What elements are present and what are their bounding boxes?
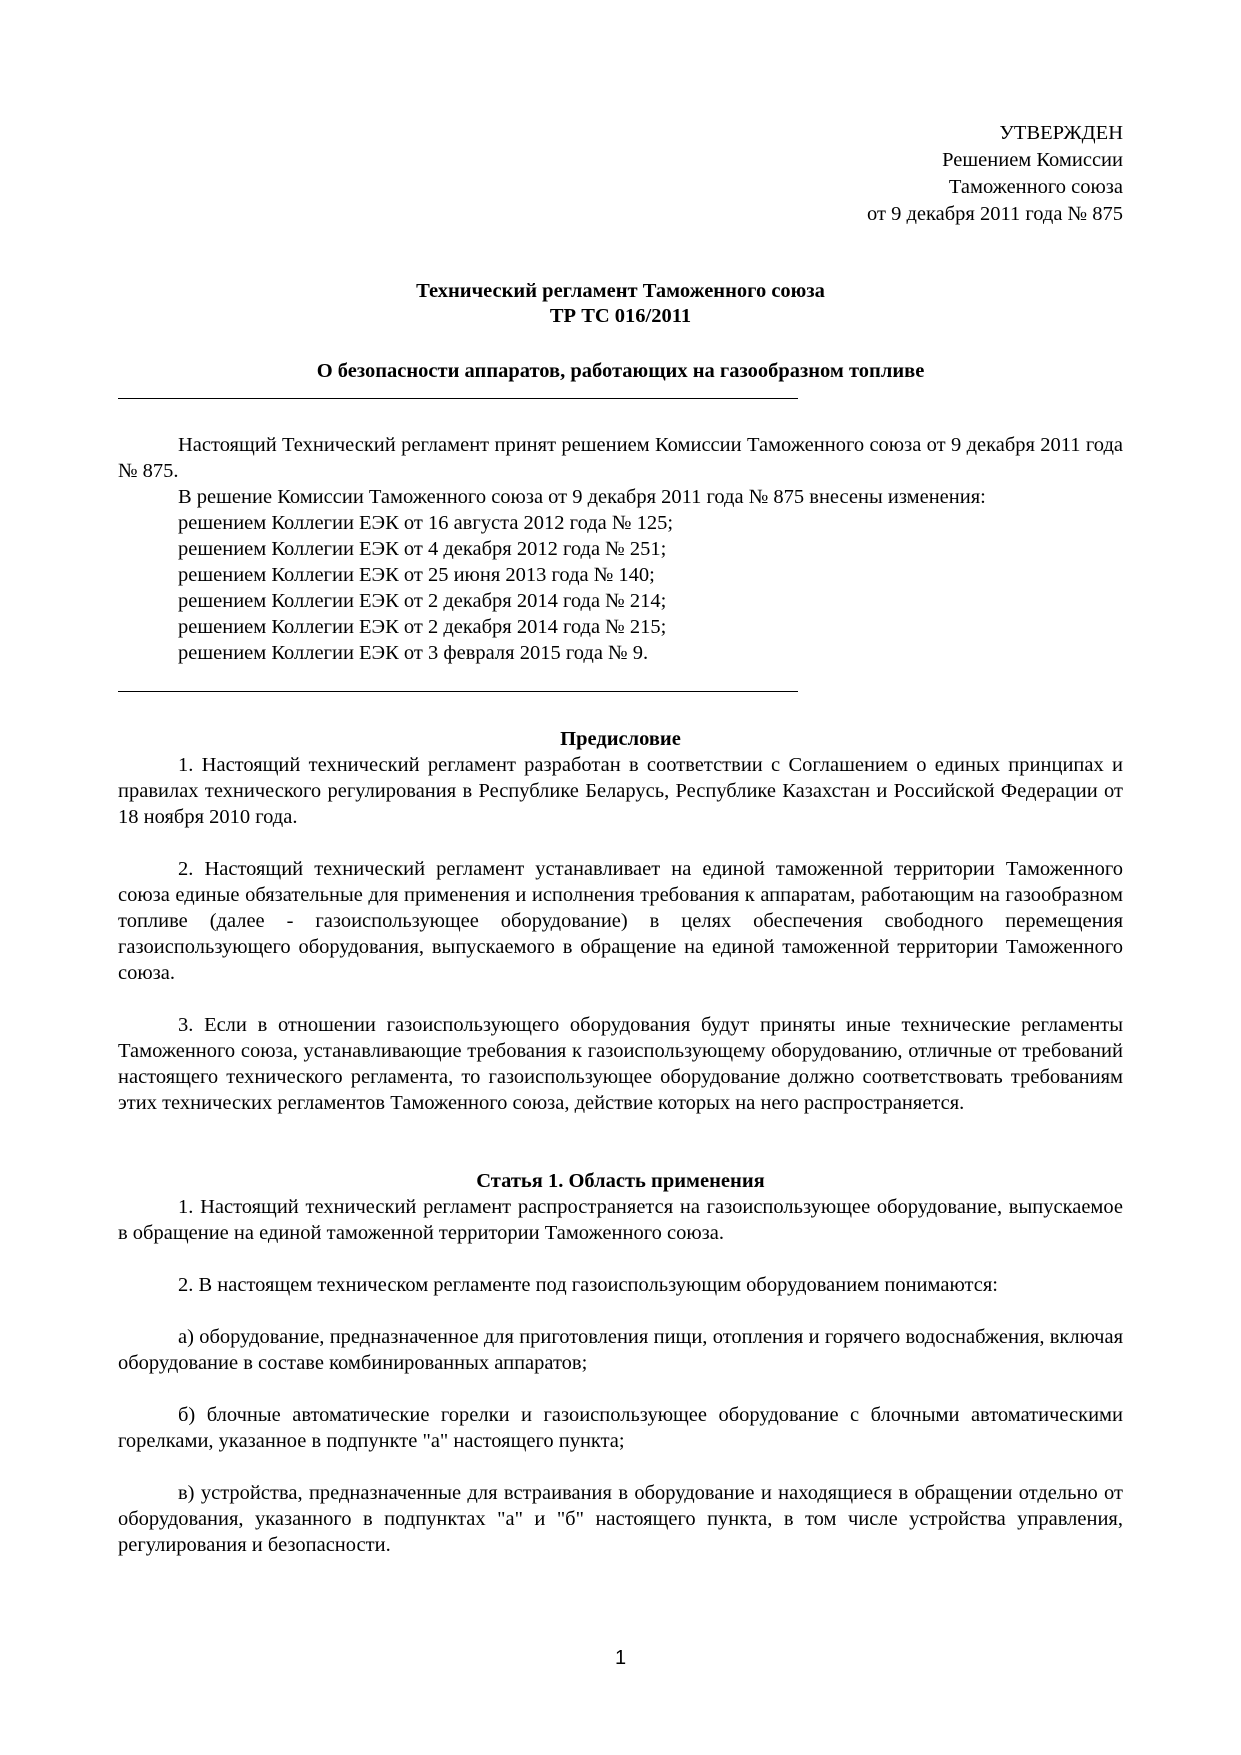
document-page [118,0,1123,1755]
title-line: Технический регламент Таможенного союза [416,280,825,302]
amendment-item: решением Коллегии ЕЭК от 25 июня 2013 года № 140; [178,564,655,586]
article-subitem: а) оборудование, предназначенное для приготовления пищи, отопления и горячего водоснабжения, включая оборудование в составе комбинированных аппаратов; [118,1326,1123,1374]
approval-line: Таможенного союза [948,176,1123,198]
amendment-item: решением Коллегии ЕЭК от 3 февраля 2015 года № 9. [178,642,649,664]
approval-line: от 9 декабря 2011 года № 875 [867,203,1123,225]
intro-section [118,432,1123,666]
document-subtitle: О безопасности аппаратов, работающих на газообразном топливе [316,360,925,382]
article-heading: Статья 1. Область применения [476,1170,765,1192]
article-1-section [118,1168,1123,1558]
article-paragraph: 1. Настоящий технический регламент распространяется на газоиспользующее оборудование, выпускаемое в обращение на единой таможенной территории Таможенного союза. [118,1196,1123,1244]
amendment-item: решением Коллегии ЕЭК от 4 декабря 2012 года № 251; [178,538,667,560]
approval-line: Решением Комиссии [942,149,1123,171]
amendment-item: решением Коллегии ЕЭК от 2 декабря 2014 года № 214; [178,590,667,612]
article-subitem: б) блочные автоматические горелки и газоиспользующее оборудование с блочными автоматическими горелками, указанное в подпункте "а" настоящего пункта; [118,1404,1123,1452]
approval-stamp [867,120,1123,228]
preface-paragraph: 1. Настоящий технический регламент разработан в соответствии с Соглашением о единых принципах и правилах технического регулирования в Республике Беларусь, Республике Казахстан и Российской Федерации от 18 ноября 2010 года. [118,754,1123,828]
divider [118,691,798,692]
title-code: ТР ТС 016/2011 [549,305,692,327]
preface-heading: Предисловие [560,728,681,750]
intro-amendments-lead: В решение Комиссии Таможенного союза от 9 декабря 2011 года № 875 внесены изменения: [178,486,986,508]
approval-line: УТВЕРЖДЕН [999,122,1123,144]
preface-paragraph: 2. Настоящий технический регламент устанавливает на единой таможенной территории Таможенного союза единые обязательные для применения и исполнения требования к аппаратам, работающим на газообразном топливе (далее - газоиспользующее оборудование) в целях обеспечения свободного перемещения газоиспользующего оборудования, выпускаемого в обращение на единой таможенной территории Таможенного союза. [118,858,1123,984]
document-title [118,279,1123,329]
amendment-item: решением Коллегии ЕЭК от 16 августа 2012 года № 125; [178,512,674,534]
amendment-item: решением Коллегии ЕЭК от 2 декабря 2014 года № 215; [178,616,667,638]
divider [118,398,798,399]
preface-paragraph: 3. Если в отношении газоиспользующего оборудования будут приняты иные технические регламенты Таможенного союза, устанавливающие требования к газоиспользующему оборудованию, отличные от требований настоящего технического регламента, то газоиспользующее оборудование должно соответствовать требованиям этих технических регламентов Таможенного союза, действие которых на него распространяется. [118,1014,1123,1114]
page-number: 1 [614,1647,627,1669]
preface-section [118,726,1123,1142]
article-paragraph: 2. В настоящем техническом регламенте под газоиспользующим оборудованием понимаются: [178,1274,998,1296]
intro-paragraph: Настоящий Технический регламент принят решением Комиссии Таможенного союза от 9 декабря 2011 года № 875. [118,434,1123,482]
article-subitem: в) устройства, предназначенные для встраивания в оборудование и находящиеся в обращении отдельно от оборудования, указанного в подпунктах "а" и "б" настоящего пункта, в том числе устройства управления, регулирования и безопасности. [118,1482,1123,1556]
